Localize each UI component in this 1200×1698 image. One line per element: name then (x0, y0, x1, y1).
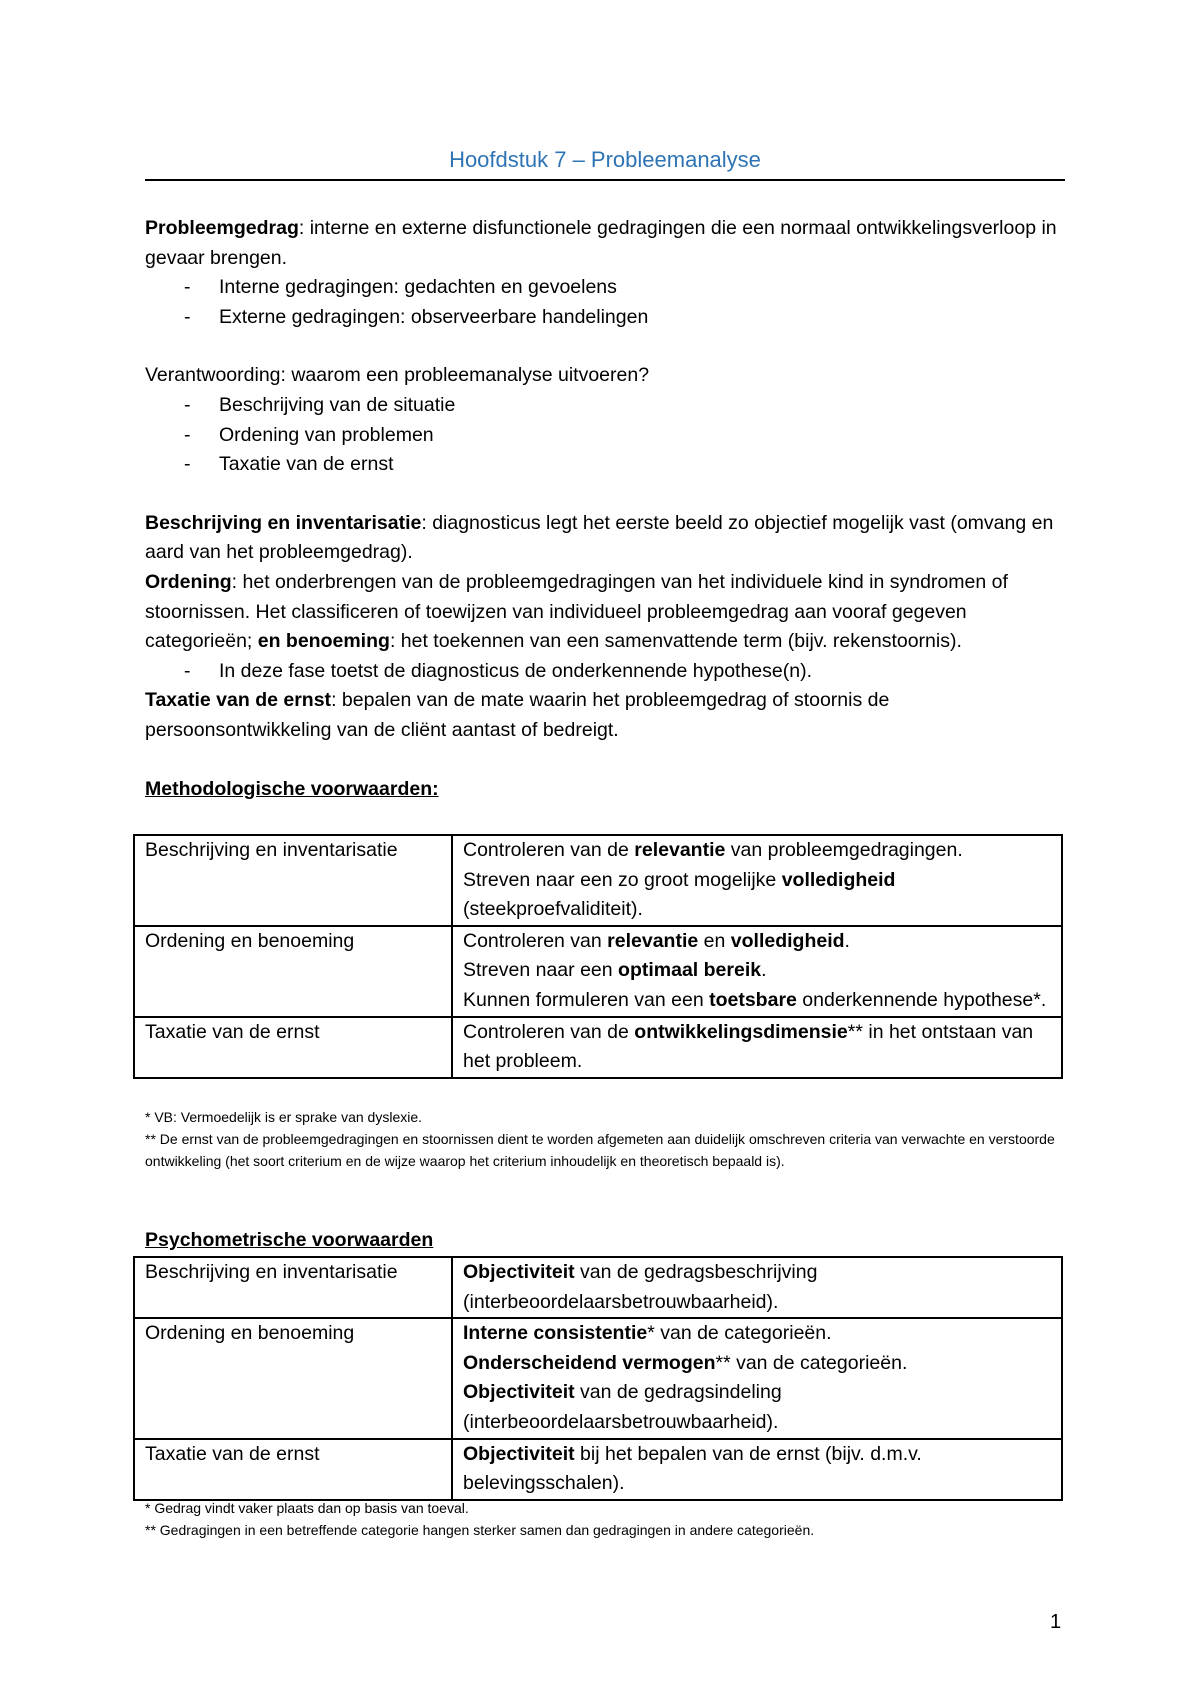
taxatie-paragraph: Taxatie van de ernst: bepalen van de mate waarin het probleemgedrag of stoornis de persoonsontwikkeling van de cliënt aantast of bedreigt. (145, 689, 890, 741)
row-label: Beschrijving en inventarisatie (134, 835, 452, 926)
beschrijving-paragraph: Beschrijving en inventarisatie: diagnosticus legt het eerste beeld zo objectief mogelijk vast (omvang en aard van het probleemgedrag). (145, 511, 1054, 564)
list-item: - In deze fase toetst de diagnosticus de onderkennende hypothese(n). (184, 659, 812, 682)
table-row (134, 1318, 1062, 1438)
row-content: Controleren van de ontwikkelingsdimensie** in het ontstaan van het probleem. (452, 1017, 1062, 1078)
list-item: - Taxatie van de ernst (184, 453, 394, 476)
row-label: Ordening en benoeming (134, 926, 452, 1017)
table-row (134, 926, 1062, 1017)
footnote: * Gedrag vindt vaker plaats dan op basis van toeval. (145, 1500, 469, 1516)
row-content: Controleren van de relevantie van probleemgedragingen. Streven naar een zo groot mogelijke volledigheid (steekproefvaliditeit). (452, 835, 1062, 926)
methodologisch-footnotes (145, 1106, 1070, 1172)
list-item: - Interne gedragingen: gedachten en gevoelens (184, 276, 617, 299)
title-divider (145, 179, 1065, 181)
list-item: - Externe gedragingen: observeerbare handelingen (184, 305, 649, 328)
row-content: Objectiviteit bij het bepalen van de ernst (bijv. d.m.v. belevingsschalen). (452, 1439, 1062, 1500)
methodologisch-table (133, 834, 1063, 1079)
psychometrisch-footnotes (145, 1497, 1070, 1541)
psychometrisch-heading: Psychometrische voorwaarden (145, 1229, 434, 1251)
methodologisch-heading: Methodologische voorwaarden: (145, 777, 439, 800)
page-title: Hoofdstuk 7 – Probleemanalyse (449, 147, 761, 172)
verantwoording-paragraph: Verantwoording: waarom een probleemanalyse uitvoeren? (145, 364, 650, 387)
body-text (145, 214, 1065, 804)
term: Probleemgedrag (145, 217, 299, 239)
list-item: - Ordening van problemen (184, 423, 434, 446)
table-row (134, 1017, 1062, 1078)
row-label: Taxatie van de ernst (134, 1017, 452, 1078)
footnote: ** De ernst van de probleemgedragingen en stoornissen dient te worden afgemeten aan duidelijk omschreven criteria van verwachte en verstoorde ontwikkeling (het soort criterium en de wijze waarop het criterium inhoudelijk en theoretisch bepaald is). (145, 1131, 1055, 1169)
footnote: ** Gedragingen in een betreffende categorie hangen sterker samen dan gedragingen in andere categorieën. (145, 1522, 815, 1538)
table-row (134, 1439, 1062, 1500)
table-row (134, 835, 1062, 926)
table-row (134, 1257, 1062, 1318)
row-content: Controleren van relevantie en volledigheid. Streven naar een optimaal bereik. Kunnen formuleren van een toetsbare onderkennende hypothese*. (452, 926, 1062, 1017)
psychometrisch-table (133, 1256, 1063, 1501)
row-label: Taxatie van de ernst (134, 1439, 452, 1500)
intro-paragraph: Probleemgedrag: interne en externe disfunctionele gedragingen die een normaal ontwikkelingsverloop in gevaar brengen. (145, 217, 1057, 269)
row-label: Ordening en benoeming (134, 1318, 452, 1438)
ordening-paragraph: Ordening: het onderbrengen van de probleemgedragingen van het individuele kind in syndromen of stoornissen. Het classificeren of toewijzen van individueel probleemgedrag aan vooraf gegeven categorieën; en benoeming: het toekennen van een samenvattende term (bijv. rekenstoornis). (145, 570, 1008, 653)
page-number: 1 (1050, 1611, 1062, 1633)
row-content: Interne consistentie* van de categorieën. Onderscheidend vermogen** van de categorieën. Objectiviteit van de gedragsindeling (interbeoordelaarsbetrouwbaarheid). (452, 1318, 1062, 1438)
row-content: Objectiviteit van de gedragsbeschrijving (interbeoordelaarsbetrouwbaarheid). (452, 1257, 1062, 1318)
row-label: Beschrijving en inventarisatie (134, 1257, 452, 1318)
list-item: - Beschrijving van de situatie (184, 393, 456, 416)
footnote: * VB: Vermoedelijk is er sprake van dyslexie. (145, 1109, 423, 1125)
